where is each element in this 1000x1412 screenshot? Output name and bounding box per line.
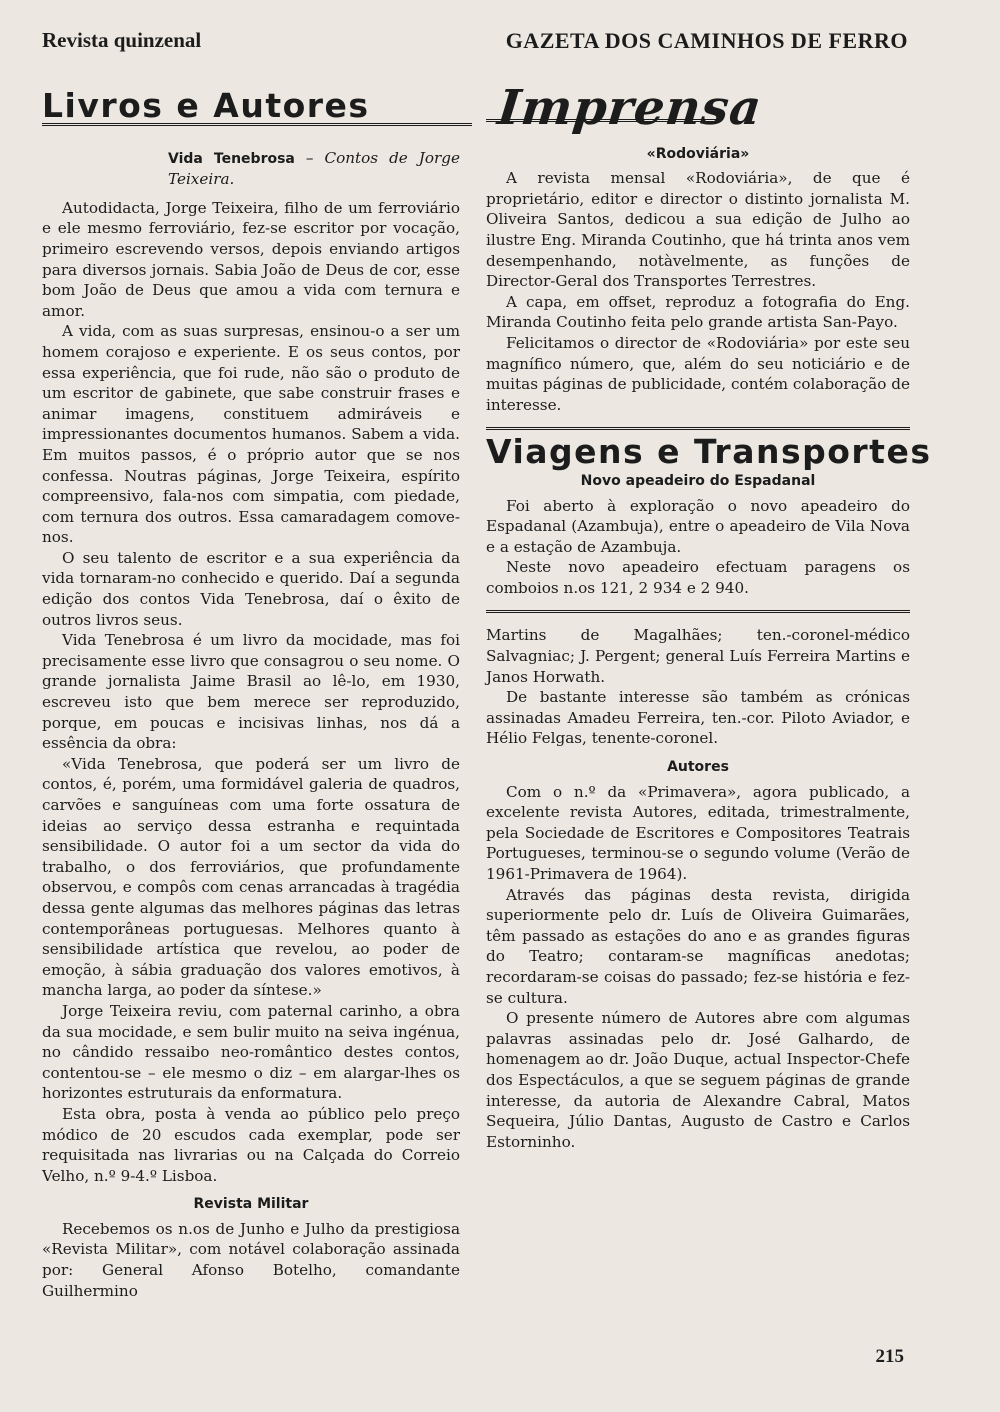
paragraph: «Vida Tenebrosa, que poderá ser um livro de contos, é, porém, uma formidável galeria de quadros, carvões e sanguíneas com uma forte ossatura de ideias ao serviço dessa estranha e requintada sensibilidade. O autor foi a um sector da vida do trabalho, o dos ferroviários, que profundamente observou, e compôs com cenas arrancadas à tragédia dessa gente algumas das melhores páginas das letras contemporâneas portuguesas. Melhores quanto à sensibilidade artística que revelou, ao poder de emoção, à sábia graduação dos valores emotivos, à mancha larga, ao poder da síntese.»	[42, 754, 460, 1000]
paragraph: A revista mensal «Rodoviária», de que é proprietário, editor e director o distinto jornalista M. Oliveira Santos, dedicou a sua edição de Julho ao ilustre Eng. Miranda Coutinho, que há trinta anos vem desempenhando, notàvelmente, as funções de Director-Geral dos Transportes Terrestres.	[486, 169, 910, 291]
running-header-left: Revista quinzenal	[42, 28, 202, 52]
espadanal-paragraphs	[486, 496, 910, 599]
running-header-right: GAZETA DOS CAMINHOS DE FERRO	[505, 28, 908, 53]
cronicas-paragraphs	[486, 687, 910, 749]
paragraph: Jorge Teixeira reviu, com paternal carinho, a obra da sua mocidade, e sem bulir muito na seiva ingénua, no cândido ressaibo neo-romântico destes contos, contentou-se – ele mesmo o diz – em alargar-lhes os horizontes estruturais da enformatura.	[42, 1001, 460, 1103]
left-column	[42, 86, 461, 1301]
book-heading	[42, 148, 460, 190]
paragraph: Neste novo apeadeiro efectuam paragens os comboios n.os 121, 2 934 e 2 940.	[486, 558, 910, 597]
paragraph-revista-militar: Recebemos os n.os de Junho e Julho da prestigiosa «Revista Militar», com notável colaboração assinada por: General Afonso Botelho, comandante Guilhermino	[42, 1219, 460, 1300]
continuation-paragraph: Martins de Magalhães; ten.-coronel-médico Salvagniac; J. Pergent; general Luís Ferreira Martins e Janos Horwath.	[486, 626, 910, 686]
paragraph: Felicitamos o director de «Rodoviária» por este seu magnífico número, que, além do seu noticiário e de muitas páginas de publicidade, contém colaboração de interesse.	[486, 333, 910, 414]
autores-paragraphs	[486, 782, 910, 1153]
subheading-revista-militar: Revista Militar	[193, 1196, 309, 1213]
paragraph: A capa, em offset, reproduz a fotografia do Eng. Miranda Coutinho feita pelo grande artista San-Payo.	[486, 292, 910, 332]
paragraph: Com o n.º da «Primavera», agora publicado, a excelente revista Autores, editada, trimestralmente, pela Sociedade de Escritores e Compositores Teatrais Portugueses, terminou-se o segundo volume (Verão de 1961-Primavera de 1964).	[486, 782, 910, 883]
title-rule	[486, 119, 721, 134]
title-rule	[42, 123, 472, 138]
subheading-autores: Autores	[667, 759, 729, 776]
paragraph: De bastante interesse são também as crónicas assinadas Amadeu Ferreira, ten.-cor. Piloto Aviador, e Hélio Felgas, tenente-coronel.	[486, 688, 910, 748]
right-column	[486, 80, 932, 1152]
subheading-rodoviaria: «Rodoviária»	[646, 145, 750, 162]
paragraph: O presente número de Autores abre com algumas palavras assinadas pelo dr. José Galhardo, de homenagem ao dr. João Duque, actual Inspector-Chefe dos Espectáculos, a que se seguem páginas de grande interesse, da autoria de Alexandre Cabral, Matos Sequeira, Júlio Dantas, Augusto de Castro e Carlos Estorninho.	[486, 1009, 910, 1151]
paragraph: Através das páginas desta revista, dirigida superiormente pelo dr. Luís de Oliveira Guimarães, têm passado as estações do ano e as grandes figuras do Teatro; contaram-se magníficas anedotas; recordaram-se coisas do passado; fez-se história e fez-se cultura.	[486, 885, 910, 1007]
section-title-livros: Livros e Autores	[42, 86, 370, 125]
page-number: 215	[875, 1346, 904, 1367]
section-title-imprensa: Imprensa	[495, 80, 765, 136]
paragraph: Foi aberto à exploração o novo apeadeiro do Espadanal (Azambuja), entre o apeadeiro de Vila Nova e a estação de Azambuja.	[486, 496, 910, 556]
paragraph: O seu talento de escritor e a sua experiência da vida tornaram-no conhecido e querido. Daí a segunda edição dos contos Vida Tenebrosa, daí o êxito de outros livros seus.	[42, 548, 460, 629]
paragraph: Esta obra, posta à venda ao público pelo preço módico de 20 escudos cada exemplar, pode ser requisitada nas livrarias ou na Calçada do Correio Velho, n.º 9-4.º Lisboa.	[42, 1104, 460, 1185]
book-subtitle: – Contos de Jorge Teixeira.	[168, 148, 461, 189]
rodoviaria-paragraphs	[486, 168, 910, 415]
section-title-viagens: Viagens e Transportes	[486, 432, 932, 472]
subheading-espadanal: Novo apeadeiro do Espadanal	[580, 472, 816, 489]
paragraph: Vida Tenebrosa é um livro da mocidade, mas foi precisamente esse livro que consagrou o seu nome. O grande jornalista Jaime Brasil ao lê-lo, em 1930, escreveu isto que bem merece ser reproduzido, porque, em poucas e incisivas linhas, nos dá a essência da obra:	[42, 631, 460, 753]
paragraph: A vida, com as suas surpresas, ensinou-o a ser um homem corajoso e experiente. E os seus contos, por essa experiência, que foi rude, não são o produto de um escritor de gabinete, que sabe construir frases e animar imagens, constituem admiráveis e impressionantes documentos humanos. Sabem a vida. Em muitos passos, é o próprio autor que se nos confessa. Noutras páginas, Jorge Teixeira, espírito compreensivo, fala-nos com simpatia, com piedade, com ternura dos outros. Essa camaradagem comove-nos.	[42, 322, 460, 547]
left-paragraphs	[42, 198, 460, 1187]
book-title: Vida Tenebrosa	[168, 150, 295, 167]
paragraph: Autodidacta, Jorge Teixeira, filho de um ferroviário e ele mesmo ferroviário, fez-se escritor por vocação, primeiro escrevendo versos, depois enviando artigos para diversos jornais. Sabia João de Deus de cor, esse bom João de Deus que amou a vida com ternura e amor.	[42, 198, 460, 320]
separator-rule	[486, 610, 910, 613]
separator-rule	[486, 427, 910, 430]
